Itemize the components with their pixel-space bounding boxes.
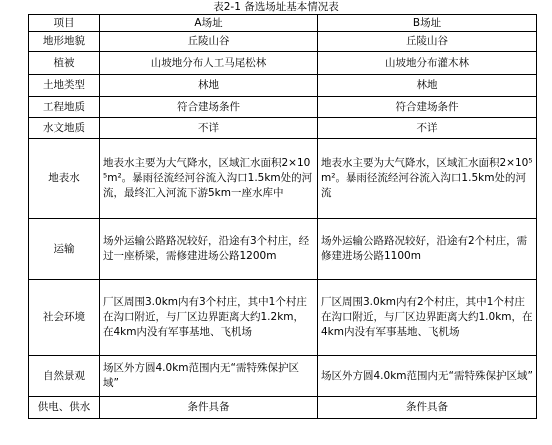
header-site-a: A场址 (100, 15, 318, 32)
site-a-cell: 不详 (100, 118, 318, 139)
row-label: 自然景观 (29, 356, 100, 397)
site-b-cell: 丘陵山谷 (318, 32, 537, 52)
site-b-cell: 场区外方圆4.0km范围内无“需特殊保护区域” (318, 356, 537, 397)
site-a-cell: 场外运输公路路况较好，沿途有3个村庄，经过一座桥梁，需修建进场公路1200m (100, 219, 318, 280)
row-land-type (29, 75, 537, 97)
site-b-cell: 场外运输公路路况较好，沿途有2个村庄，需修建进场公路1100m (318, 219, 537, 280)
table-caption: 表2-1 备选场址基本情况表 (213, 1, 339, 13)
header-item: 项目 (29, 15, 100, 32)
row-label: 地形地貌 (29, 32, 100, 52)
row-label: 地表水 (29, 139, 100, 219)
row-hydrogeology (29, 118, 537, 139)
row-engineering-geology (29, 97, 537, 118)
row-social-environment (29, 280, 537, 356)
site-a-cell: 山坡地分布人工马尾松林 (100, 52, 318, 75)
site-a-cell: 符合建场条件 (100, 97, 318, 118)
row-label: 水文地质 (29, 118, 100, 139)
row-terrain (29, 32, 537, 52)
row-label: 工程地质 (29, 97, 100, 118)
row-transport (29, 219, 537, 280)
site-b-cell: 不详 (318, 118, 537, 139)
site-b-cell: 林地 (318, 75, 537, 97)
site-a-cell: 丘陵山谷 (100, 32, 318, 52)
site-a-cell: 林地 (100, 75, 318, 97)
row-power-water-supply (29, 397, 537, 419)
row-label: 植被 (29, 52, 100, 75)
site-a-cell: 场区外方圆4.0km范围内无“需特殊保护区域” (100, 356, 318, 397)
header-row (29, 15, 537, 32)
site-b-cell: 山坡地分布灌木林 (318, 52, 537, 75)
row-natural-landscape (29, 356, 537, 397)
site-b-cell: 符合建场条件 (318, 97, 537, 118)
site-a-cell: 厂区周围3.0km内有3个村庄，其中1个村庄在沟口附近，与厂区边界距离大约1.2km，在4km内没有军事基地、飞机场 (100, 280, 318, 356)
row-label: 运输 (29, 219, 100, 280)
site-a-cell: 条件具备 (100, 397, 318, 419)
site-b-cell: 条件具备 (318, 397, 537, 419)
header-site-b: B场址 (318, 15, 537, 32)
site-b-cell: 地表水主要为大气降水，区域汇水面积2×10⁵m²。暴雨径流经河谷流入沟口1.5km处的河流 (318, 139, 537, 219)
site-a-cell: 地表水主要为大气降水，区域汇水面积2×10⁵m²。暴雨径流经河谷流入沟口1.5km处的河流，最终汇入河流下游5km一座水库中 (100, 139, 318, 219)
row-label: 供电、供水 (29, 397, 100, 419)
row-label: 土地类型 (29, 75, 100, 97)
row-label: 社会环境 (29, 280, 100, 356)
site-comparison-table (28, 14, 537, 419)
row-surface-water (29, 139, 537, 219)
row-vegetation (29, 52, 537, 75)
site-b-cell: 厂区周围3.0km内有2个村庄，其中1个村庄在沟口附近，与厂区边界距离大约1.0km，在4km内没有军事基地、飞机场 (318, 280, 537, 356)
